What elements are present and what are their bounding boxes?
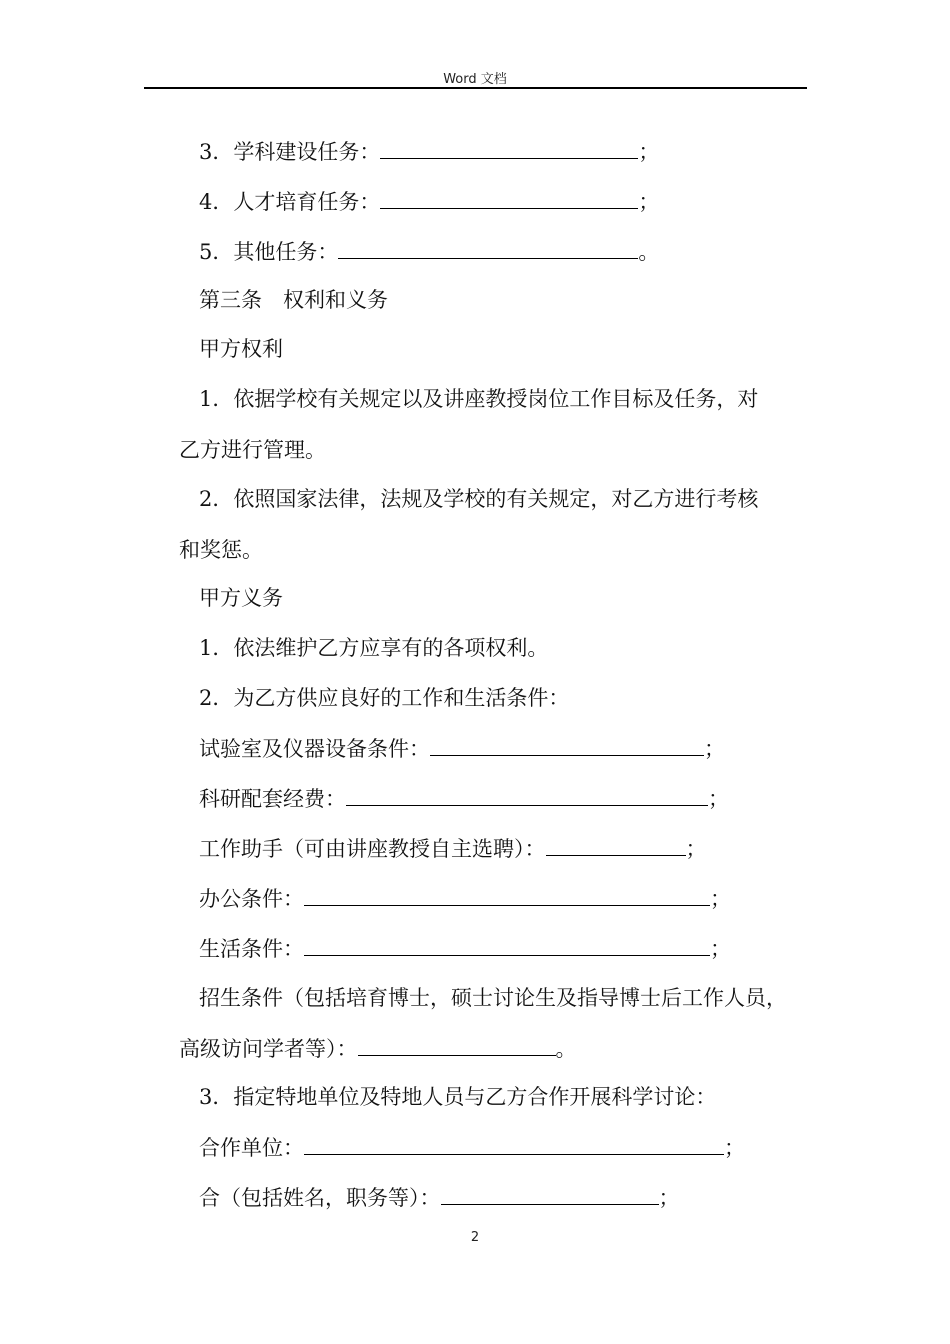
task-5-label: 5．其他任务：: [199, 240, 339, 264]
office-condition-line: [199, 883, 731, 914]
enrollment-condition-cont: [179, 1033, 577, 1064]
task-5-end: 。: [638, 240, 660, 264]
assistant-end: ；: [685, 837, 707, 861]
office-condition-blank[interactable]: [304, 883, 710, 906]
task-4-end: ；: [638, 190, 660, 214]
partner-person-blank[interactable]: [441, 1182, 659, 1205]
task-3-blank[interactable]: [380, 136, 638, 159]
partner-unit-blank[interactable]: [304, 1132, 724, 1155]
rights-item-2: 2．依照国家法律，法规及学校的有关规定，对乙方进行考核: [199, 487, 759, 511]
task-4-label: 4．人才培育任务：: [199, 190, 381, 214]
lab-condition-end: ；: [704, 737, 725, 761]
task-5-blank[interactable]: [338, 236, 638, 259]
office-condition-end: ；: [710, 887, 731, 911]
task-line-5: [199, 236, 659, 267]
enrollment-blank[interactable]: [358, 1033, 556, 1056]
lab-condition-blank[interactable]: [430, 733, 704, 756]
research-funding-line: [199, 783, 729, 814]
duties-item-3: 3．指定特地单位及特地人员与乙方合作开展科学讨论：: [199, 1085, 717, 1109]
research-funding-label: 科研配套经费：: [199, 787, 346, 811]
living-condition-label: 生活条件：: [199, 937, 304, 961]
task-line-3: [199, 136, 659, 167]
partner-person-end: ；: [658, 1186, 680, 1210]
rights-item-1-cont: 乙方进行管理。: [179, 438, 326, 462]
lab-condition-label: 试验室及仪器设备条件：: [199, 737, 430, 761]
office-condition-label: 办公条件：: [199, 887, 304, 911]
partner-person-label: 合（包括姓名，职务等）：: [199, 1186, 441, 1210]
rights-item-1: 1．依据学校有关规定以及讲座教授岗位工作目标及任务，对: [199, 387, 759, 411]
partner-unit-line: [199, 1132, 745, 1163]
task-3-label: 3．学科建设任务：: [199, 140, 381, 164]
enrollment-end: 。: [555, 1037, 577, 1061]
page-header: Word 文档: [443, 72, 507, 87]
living-condition-line: [199, 933, 731, 964]
task-line-4: [199, 186, 659, 217]
header-divider: [144, 87, 807, 89]
rights-item-2-cont: 和奖惩。: [179, 538, 263, 562]
enrollment-label: 高级访问学者等）：: [179, 1037, 358, 1061]
task-3-end: ；: [638, 140, 660, 164]
assistant-label: 工作助手（可由讲座教授自主选聘）：: [199, 837, 546, 861]
lab-condition-line: [199, 733, 725, 764]
task-4-blank[interactable]: [380, 186, 638, 209]
partner-person-line: [199, 1182, 680, 1213]
duties-item-1: 1．依法维护乙方应享有的各项权利。: [199, 636, 549, 660]
section-party-a-duties: 甲方义务: [199, 586, 283, 610]
partner-unit-label: 合作单位：: [199, 1136, 304, 1160]
research-funding-blank[interactable]: [346, 783, 708, 806]
living-condition-end: ；: [710, 937, 731, 961]
duties-item-2: 2．为乙方供应良好的工作和生活条件：: [199, 686, 570, 710]
section-party-a-rights: 甲方权利: [199, 337, 283, 361]
partner-unit-end: ；: [724, 1136, 745, 1160]
enrollment-condition: 招生条件（包括培育博士，硕士讨论生及指导博士后工作人员，: [199, 986, 787, 1010]
research-funding-end: ；: [708, 787, 729, 811]
assistant-line: [199, 833, 707, 864]
living-condition-blank[interactable]: [304, 933, 710, 956]
assistant-blank[interactable]: [546, 833, 686, 856]
article-heading: 第三条 权利和义务: [199, 288, 388, 312]
page-number: 2: [470, 1230, 480, 1245]
